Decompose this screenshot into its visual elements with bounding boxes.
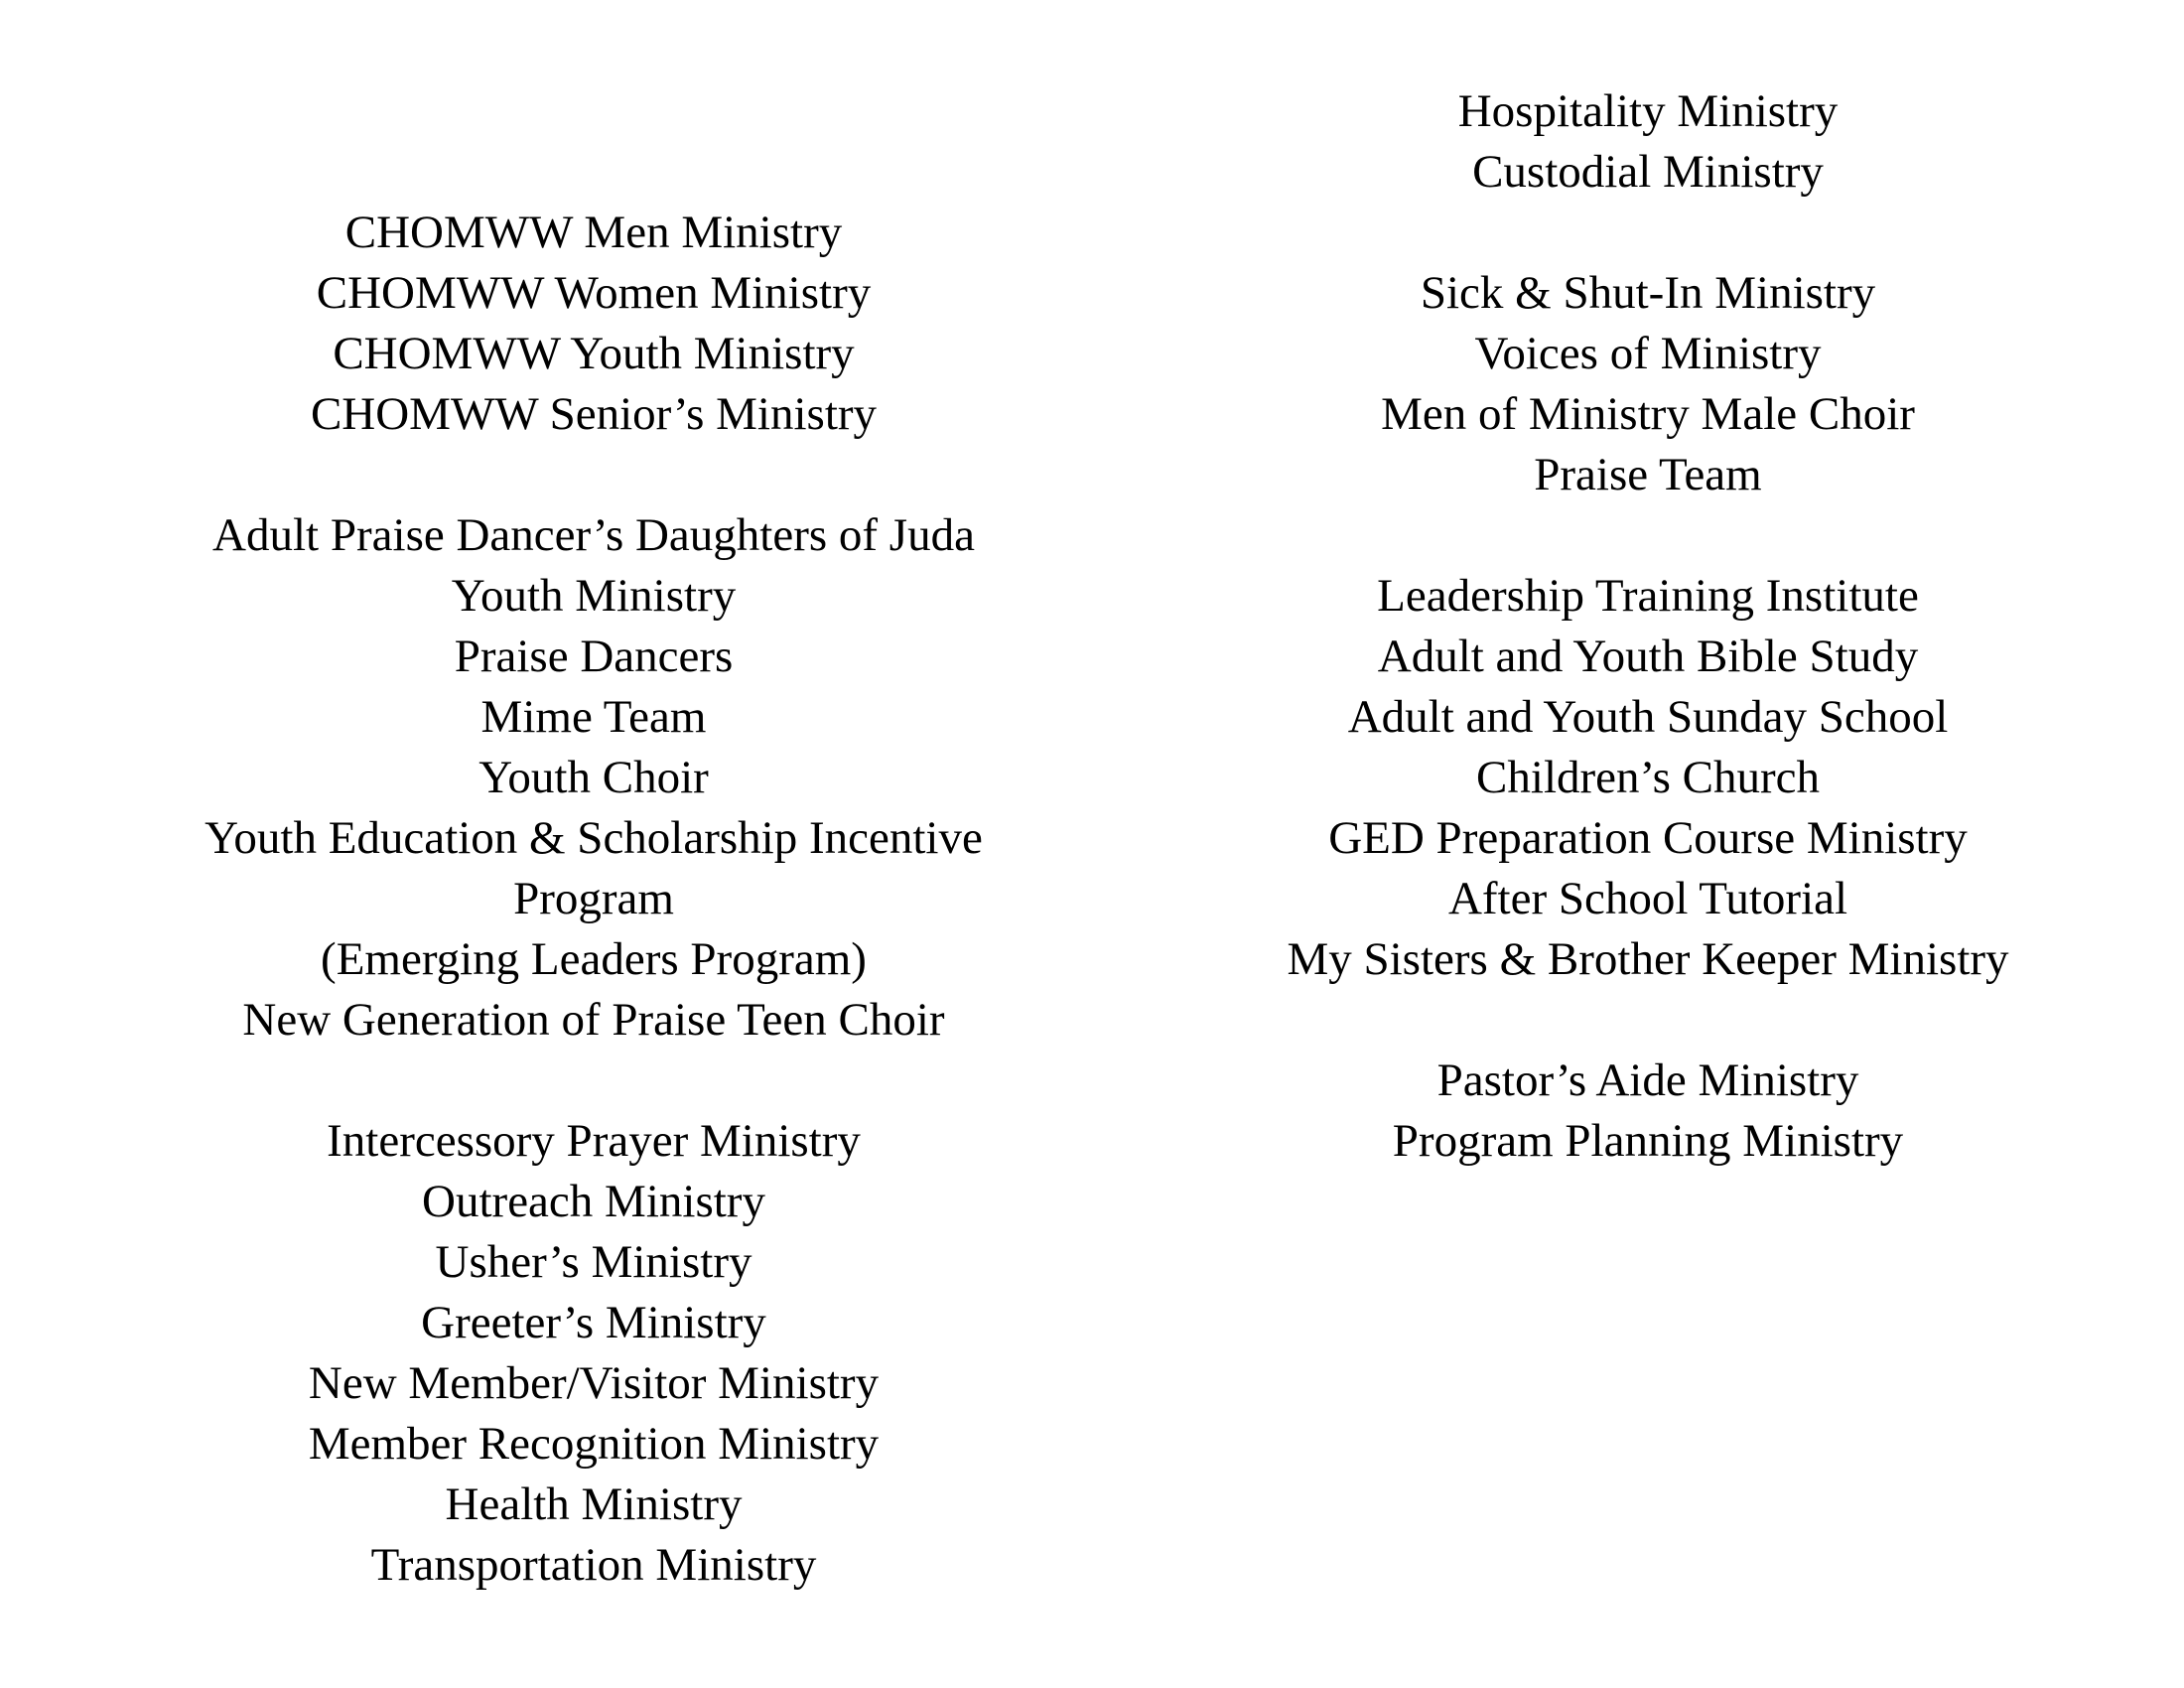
ministry-item: New Generation of Praise Teen Choir xyxy=(242,994,945,1046)
ministry-item: Program xyxy=(513,873,674,924)
ministry-item: After School Tutorial xyxy=(1447,873,1848,924)
ministry-item: New Member/Visitor Ministry xyxy=(308,1357,880,1409)
ministry-item: CHOMWW Women Ministry xyxy=(316,267,872,319)
ministry-item: Voices of Ministry xyxy=(1474,328,1822,379)
ministry-item: CHOMWW Youth Ministry xyxy=(333,328,855,379)
ministry-item: Health Ministry xyxy=(445,1478,743,1530)
ministry-item: (Emerging Leaders Program) xyxy=(321,933,867,985)
ministry-group-service xyxy=(147,1111,1040,1596)
ministry-item: Adult and Youth Bible Study xyxy=(1377,631,1919,682)
ministry-item: Adult Praise Dancer’s Daughters of Juda xyxy=(212,509,975,561)
ministry-item: Program Planning Ministry xyxy=(1392,1115,1904,1167)
ministry-item: Custodial Ministry xyxy=(1472,146,1824,198)
ministry-item: Praise Dancers xyxy=(454,631,734,682)
ministry-item: Member Recognition Ministry xyxy=(308,1418,880,1470)
ministry-item: CHOMWW Men Ministry xyxy=(344,207,843,258)
ministry-item: Outreach Ministry xyxy=(422,1176,765,1227)
right-column xyxy=(1191,81,2105,1232)
ministry-item: Adult and Youth Sunday School xyxy=(1347,691,1949,743)
ministry-item: Hospitality Ministry xyxy=(1457,85,1839,137)
ministry-item: CHOMWW Senior’s Ministry xyxy=(310,388,878,440)
ministry-item: Praise Team xyxy=(1534,449,1762,500)
ministry-group-hospitality xyxy=(1191,81,2105,203)
ministry-group-youth xyxy=(147,505,1040,1051)
ministry-item: Pastor’s Aide Ministry xyxy=(1436,1055,1859,1106)
ministry-group-chomww xyxy=(147,203,1040,445)
ministry-item: Intercessory Prayer Ministry xyxy=(327,1115,861,1167)
ministry-item: Men of Ministry Male Choir xyxy=(1381,388,1915,440)
left-column xyxy=(147,203,1040,1656)
ministry-item: Transportation Ministry xyxy=(370,1539,817,1591)
ministry-group-education xyxy=(1191,566,2105,990)
ministry-item: GED Preparation Course Ministry xyxy=(1328,812,1968,864)
ministry-group-music xyxy=(1191,263,2105,505)
ministry-item: Mime Team xyxy=(480,691,707,743)
ministry-item: Youth Ministry xyxy=(451,570,737,622)
ministry-item: Leadership Training Institute xyxy=(1377,570,1919,622)
ministry-item: Youth Education & Scholarship Incentive xyxy=(205,812,983,864)
ministry-group-pastoral xyxy=(1191,1051,2105,1172)
ministry-item: Usher’s Ministry xyxy=(435,1236,752,1288)
ministry-item: Youth Choir xyxy=(478,752,709,803)
ministry-item: Children’s Church xyxy=(1476,752,1820,803)
ministry-item: My Sisters & Brother Keeper Ministry xyxy=(1287,933,2009,985)
ministry-item: Greeter’s Ministry xyxy=(421,1297,766,1348)
ministry-item: Sick & Shut-In Ministry xyxy=(1420,267,1876,319)
